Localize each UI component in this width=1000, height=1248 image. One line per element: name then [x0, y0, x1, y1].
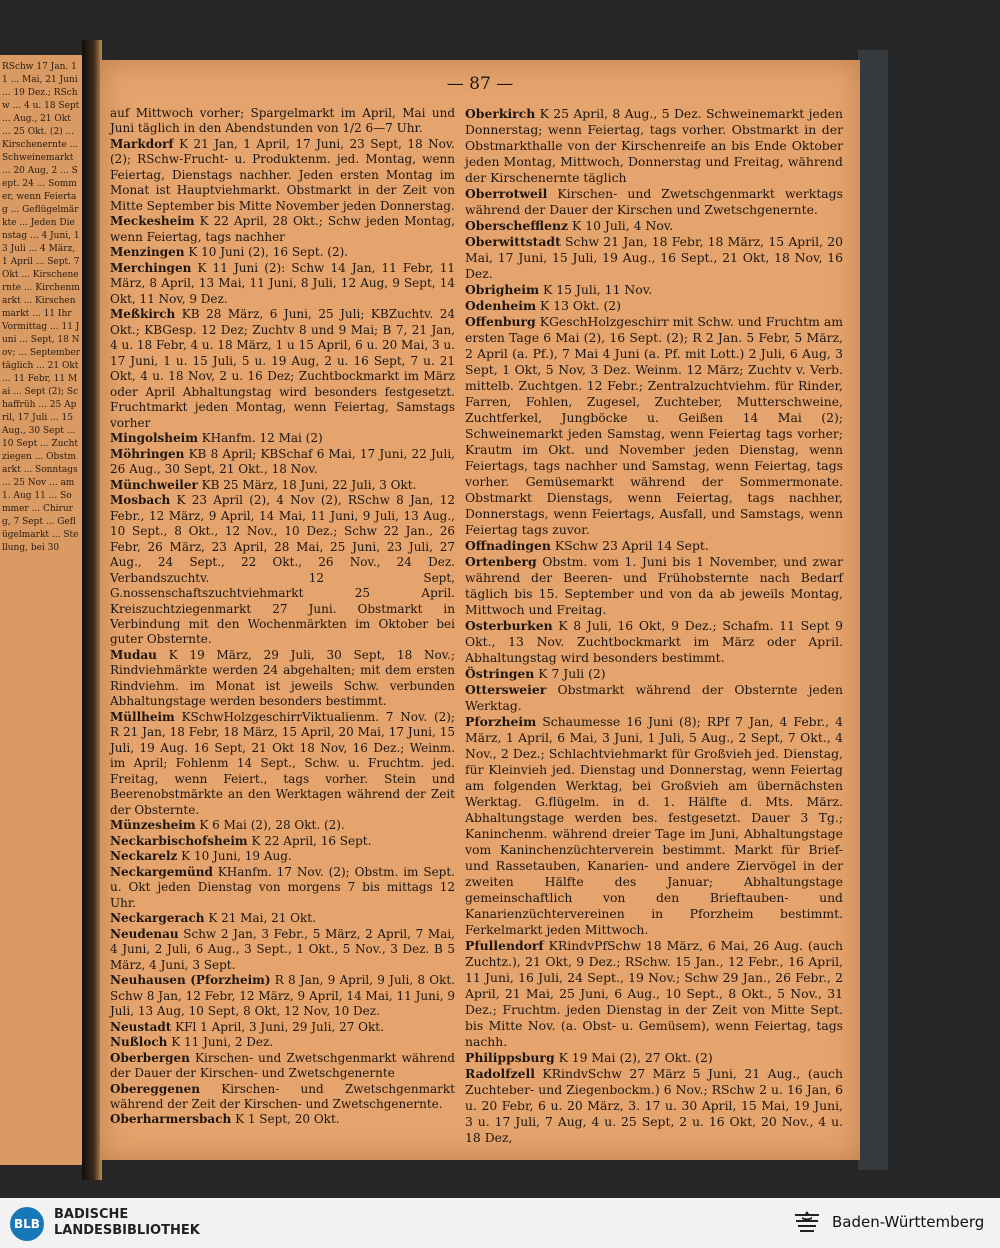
entry-text: Schw 21 Jan, 18 Febr, 18 März, 15 April, 20 Mai, 17 Juni, 15 Juli, 19 Aug., 16 Sept., 21 Okt, 18 Nov, 16 Dez.	[465, 234, 843, 281]
entry	[110, 927, 455, 973]
entry-place: Neckargemünd	[110, 864, 213, 879]
entry-place: Oberrotweil	[465, 186, 548, 201]
entry-text: Obstmarkt während der Obsternte jeden Werktag.	[465, 682, 843, 713]
entry	[110, 973, 455, 1019]
entry-place: Neustadt	[110, 1019, 172, 1034]
entry-text: K 1 Sept, 20 Okt.	[235, 1112, 340, 1127]
entry-text: Schw 2 Jan, 3 Febr., 5 März, 2 April, 7 Mai, 4 Juni, 2 Juli, 6 Aug., 3 Sept., 1 Okt., 5 Nov., 3 Dez. B 5 März, 4 Juni, 3 Sept.	[110, 926, 455, 972]
entry-place: Radolfzell	[465, 1066, 535, 1081]
entry	[465, 298, 843, 314]
entry	[110, 1051, 455, 1082]
entry-place: Pfullendorf	[465, 938, 544, 953]
blb-logo-text[interactable]	[54, 1207, 200, 1239]
entry	[465, 682, 843, 714]
entry	[110, 307, 455, 431]
entry-text: KB 8 April; KBSchaf 6 Mai, 17 Juni, 22 Juli, 26 Aug., 30 Sept, 21 Okt., 18 Nov.	[110, 446, 455, 477]
entry-text: K 22 April, 16 Sept.	[251, 833, 372, 848]
entry-place: Neckargerach	[110, 911, 205, 926]
entry-place: Ottersweier	[465, 682, 547, 697]
entry-text: K 19 März, 29 Juli, 30 Sept, 18 Nov.; Rindviehmärkte werden 24 abgehalten; mit dem ersten Rindviehm. im Monat ist jeweils Schw. verbunden Abhaltungstage werden besonders bestimmt.	[110, 647, 455, 709]
entry	[465, 218, 843, 234]
entry	[465, 282, 843, 298]
entry	[465, 186, 843, 218]
entry-text: K 22 April, 28 Okt.; Schw jeden Montag, wenn Feiertag, tags nachher	[110, 214, 455, 244]
entry	[465, 538, 843, 554]
entry	[110, 818, 455, 833]
entry-text: R 8 Jan, 9 April, 9 Juli, 8 Okt. Schw 8 Jan, 12 Febr, 12 März, 9 April, 14 Mai, 11 Juni, 9 Juli, 13 Aug, 10 Sept, 8 Okt, 12 Nov, 10 Dez.	[110, 973, 455, 1019]
entry-text: K 10 Juni (2), 16 Sept. (2).	[188, 245, 349, 260]
right-cover-edge	[858, 50, 888, 1170]
entry	[110, 1035, 455, 1050]
entry	[110, 106, 455, 137]
entry	[110, 431, 455, 446]
entry-text: KSchwHolzgeschirrViktualienm. 7 Nov. (2); R 21 Jan, 18 Febr, 18 März, 15 April, 20 Mai, 17 Juni, 15 Juli, 19 Aug. 16 Sept, 21 Okt 18 Nov, 16 Dez.; Weinm. im April; Fohlenm 14 Sept., Schw. u. Fruchtm. jed. Freitag, wenn Feiert., tags vorher. Stein und Beerenobstmärkte an den Werktagen während der Zeit der Obsternte.	[110, 709, 455, 817]
entry-place: Nußloch	[110, 1035, 168, 1050]
entry-place: Neckarelz	[110, 849, 178, 864]
entry-place: Müllheim	[110, 709, 175, 724]
entry-place: Offnadingen	[465, 538, 551, 553]
entry	[110, 245, 455, 260]
entry-place: Merchingen	[110, 260, 192, 275]
bw-label[interactable]: Baden-Württemberg	[832, 1213, 985, 1231]
book-page	[100, 60, 860, 1160]
entry-place: Oberharmersbach	[110, 1112, 232, 1127]
footer-bar	[0, 1198, 1000, 1248]
entry-text: K 10 Juli, 4 Nov.	[572, 218, 674, 233]
entry-text: K 7 Juli (2)	[538, 666, 606, 681]
entry-text: KFl 1 April, 3 Juni, 29 Juli, 27 Okt.	[175, 1019, 384, 1034]
entry	[465, 1050, 843, 1066]
entry-place: Markdorf	[110, 136, 174, 151]
entry	[110, 1020, 455, 1035]
entry	[465, 234, 843, 282]
entry-text: KHanfm. 17 Nov. (2); Obstm. im Sept. u. Okt jeden Dienstag von morgens 7 bis mittags 12 Uhr.	[110, 864, 455, 910]
left-page-fragment: RSchw 17 Jan. 11 ... Mai, 21 Juni ... 19 Dez.; RSchw ... 4 u. 18 Sept ... Aug., 21 Okt ... 25 Okt. (2) ... Kirschenernte ... Schweinemarkt ... 20 Aug, 2 ... Sept. 24 ... Sommer, wenn Feiertag ... Geflügelmärkte ... Jeden Dienstag ... 4 Juni, 13 Juli ... 4 März, 1 April ... Sept. 7 Okt ... Kirschenernte ... Kirchenmarkt ... Kirschenmarkt ... 11 Ihr Vormittag ... 11 Juni ... Sept, 18 Nov; ... September täglich ... 21 Okt ... 11 Febr, 11 Mai ... Sept (2); Schaffrüh ... 25 April, 17 Juli ... 15 Aug., 30 Sept ... 10 Sept ... Zuchtziegen ... Obstmarkt ... Sonntags ... 25 Nov ... am 1. Aug 11 ... Sommer ... Chirurg, 7 Sept ... Geflügelmarkt ... Stellung, bei 30	[2, 62, 80, 553]
entry-place: Oberwittstadt	[465, 234, 561, 249]
entry	[110, 849, 455, 864]
entry-place: Meßkirch	[110, 307, 176, 322]
entry	[110, 214, 455, 245]
entry-place: Obrigheim	[465, 282, 540, 297]
entry	[110, 865, 455, 911]
entry-place: Mingolsheim	[110, 431, 198, 446]
entry-text: Kirschen- und Zwetschgenmarkt während der Zeit der Kirschen- und Zwetschgenernte.	[110, 1081, 455, 1111]
entry-place: Oberschefflenz	[465, 218, 569, 233]
entry	[110, 911, 455, 926]
entry-place: Philippsburg	[465, 1050, 555, 1065]
book-spine	[82, 40, 102, 1180]
entry	[110, 834, 455, 849]
entry-place: Möhringen	[110, 446, 185, 461]
entry	[110, 1082, 455, 1113]
entry	[465, 1066, 843, 1146]
entry-place: Odenheim	[465, 298, 537, 313]
entry	[110, 710, 455, 818]
entry-text: KRindvPfSchw 18 März, 6 Mai, 26 Aug. (auch Zuchtz.), 21 Okt, 9 Dez.; RSchw. 15 Jan., 12 Febr., 16 April, 11 Juni, 16 Juli, 24 Sept., 19 Nov.; Schw 29 Jan., 26 Febr., 2 April, 21 Mai, 25 Juni, 6 Aug., 10 Sept., 8 Okt., 5 Nov., 31 Dez.; Fruchtm. jeden Dienstag in der Zeit von Mitte Sept. bis Mitte Nov. (a. Obst- u. Gemüsem), wenn Feiertag, tags nachh.	[465, 938, 843, 1049]
entry	[465, 938, 843, 1050]
entry-text: K 10 Juni, 19 Aug.	[181, 849, 292, 864]
entry-text: KHanfm. 12 Mai (2)	[201, 431, 323, 446]
entry-text: KB 25 März, 18 Juni, 22 Juli, 3 Okt.	[201, 477, 417, 492]
entry-place: Mudau	[110, 647, 157, 662]
entry-place: Pforzheim	[465, 714, 537, 729]
entry-text: K 23 April (2), 4 Nov (2), RSchw 8 Jan, 12 Febr., 12 März, 9 April, 14 Mai, 11 Juni, 9 Juli, 13 Aug., 10 Sept., 8 Okt., 12 Nov., 10 Dez.; Schw 22 Jan., 26 Febr, 26 März, 23 April, 28 Mai, 25 Juni, 23 Juli, 27 Aug., 24 Sept., 22 Okt., 26 Nov., 24 Dez. Verbandszuchtv. 12 Sept, G.nossenschaftszuchtviehmarkt 25 April. Kreiszuchtziegenmarkt 27 Juni. Obstmarkt in Verbindung mit den Wochenmärkten im Oktober bei guter Obsternte.	[110, 493, 455, 647]
entry-place: Obereggenen	[110, 1081, 200, 1096]
entry-place: Neckarbischofsheim	[110, 833, 248, 848]
entry	[465, 314, 843, 538]
entry	[110, 493, 455, 648]
entry-place: Östringen	[465, 666, 535, 681]
entry-place: Oberkirch	[465, 106, 536, 121]
entry-text: K 13 Okt. (2)	[540, 298, 621, 313]
entry-text: K 11 Juni (2): Schw 14 Jan, 11 Febr, 11 März, 8 April, 13 Mai, 11 Juni, 8 Juli, 12 Aug, 9 Sept, 14 Okt, 11 Nov, 9 Dez.	[110, 260, 455, 306]
entry-place: Osterburken	[465, 618, 553, 633]
blb-line1: BADISCHE	[54, 1207, 129, 1222]
entry	[465, 618, 843, 666]
entry-place: Münzesheim	[110, 818, 196, 833]
entry	[110, 478, 455, 493]
blb-logo-icon[interactable]: BLB	[10, 1207, 44, 1241]
entry-text: Kirschen- und Zwetschgenmarkt während der Dauer der Kirschen- und Zwetschgenernte	[110, 1050, 455, 1081]
left-column	[110, 106, 455, 1128]
entry-text: KSchw 23 April 14 Sept.	[554, 538, 709, 553]
bw-lions-icon[interactable]	[792, 1208, 822, 1238]
entry-place: Mosbach	[110, 493, 171, 508]
entry	[110, 261, 455, 307]
entry-place: Offenburg	[465, 314, 536, 329]
entry	[110, 1112, 455, 1127]
entry-text: K 21 Jan, 1 April, 17 Juni, 23 Sept, 18 Nov. (2); RSchw-Frucht- u. Produktenm. jed. Montag, wenn Feiertag, Dienstags nachher. Jeden ersten Montag im Monat ist Hauptviehmarkt. Obstmarkt in der Zeit von Mitte September bis Mitte November jeden Donnerstag.	[110, 136, 455, 213]
entry-place: Menzingen	[110, 245, 185, 260]
entry	[465, 714, 843, 938]
right-column	[465, 106, 843, 1146]
entry-text: K 19 Mai (2), 27 Okt. (2)	[558, 1050, 713, 1065]
entry-text: K 21 Mai, 21 Okt.	[208, 911, 316, 926]
entry	[465, 666, 843, 682]
entry-text: K 25 April, 8 Aug., 5 Dez. Schweinemarkt jeden Donnerstag; wenn Feiertag, tags vorher. Obstmarkt in der Obstmarkthalle von der Kirschenreife an bis Ende Oktober jeden Montag, Mittwoch, Donnerstag und Freitag, während der Kirschenernte täglich	[465, 106, 843, 185]
entry-text: KB 28 März, 6 Juni, 25 Juli; KBZuchtv. 24 Okt.; KBGesp. 12 Dez; Zuchtv 8 und 9 Mai; B 7, 21 Jan, 4 u. 18 Febr, 4 u. 18 März, 1 u 15 April, 6 u. 20 Mai, 3 u. 17 Juni, 1 u. 15 Juli, 5 u. 19 Aug, 2 u. 16 Sept, 7 u. 21 Okt, 4 u. 18 Nov, 2 u. 16 Dez; Zuchtbockmarkt im März oder April Abhaltungstag wird besonders festgesetzt. Fruchtmarkt jeden Montag, wenn Feiertag, Samstags vorher	[110, 307, 455, 430]
entry-text: Obstm. vom 1. Juni bis 1 November, und zwar während der Beeren- und Frühobsternte nach Bedarf täglich bis 15. September und von da ab jeweils Montag, Mittwoch und Freitag.	[465, 554, 843, 617]
entry-text: K 6 Mai (2), 28 Okt. (2).	[199, 818, 345, 833]
entry-place: Oberbergen	[110, 1050, 190, 1065]
entry-text: Schaumesse 16 Juni (8); RPf 7 Jan, 4 Febr., 4 März, 1 April, 6 Mai, 3 Juni, 1 Juli, 5 Aug., 2 Sept, 7 Okt., 4 Nov., 2 Dez.; Schlachtviehmarkt für Großvieh jed. Dienstag, für Kleinvieh jed. Dienstag und Donnerstag, wenn Feiertag am folgenden Werktag, bei Großvieh am übernächsten Werktag. G.flügelm. in d. 1. Hälfte d. Mts. März. Abhaltungstage werden bes. festgesetzt. Dauer 3 Tg.; Kaninchenm. während dreier Tage im Juni, Abhaltungstage vom Kaninchenzüchterverein bestimmt. Markt für Brief- und Rassetauben, Kanarien- und andere Ziervögel in der zweiten Hälfte des Januar; Abhaltungstage gemeinschaftlich von den Brieftauben- und Kanarienzüchtervereinen in Pforzheim bestimmt. Ferkelmarkt jeden Mittwoch.	[465, 714, 843, 937]
entry	[110, 137, 455, 214]
left-page-edge	[0, 55, 88, 1165]
entry-place: Meckesheim	[110, 214, 195, 229]
entry-text: auf Mittwoch vorher; Spargelmarkt im April, Mai und Juni täglich in den Abendstunden von 1/2 6—7 Uhr.	[110, 106, 455, 136]
page-number: — 87 —	[446, 74, 514, 94]
entry-text: K 8 Juli, 16 Okt, 9 Dez.; Schafm. 11 Sept 9 Okt., 13 Nov. Zuchtbockmarkt im März oder April. Abhaltungstag wird besonders bestimmt.	[465, 618, 843, 665]
entry-text: KRindvSchw 27 März 5 Juni, 21 Aug., (auch Zuchteber- und Ziegenbockm.) 6 Nov.; RSchw 2 u. 16 Jan, 6 u. 20 Febr, 6 u. 20 März, 3. 17 u. 30 April, 15 Mai, 19 Juni, 3 u. 17 Juli, 7 Aug, 4 u. 25 Sept, 2 u. 16 Okt, 20 Nov., 4 u. 18 Dez,	[465, 1066, 843, 1145]
entry	[110, 447, 455, 478]
entry-place: Neudenau	[110, 926, 179, 941]
entry-text: K 15 Juli, 11 Nov.	[543, 282, 653, 297]
entry	[465, 106, 843, 186]
entry-text: K 11 Juni, 2 Dez.	[171, 1035, 274, 1050]
blb-line2: LANDESBIBLIOTHEK	[54, 1223, 200, 1238]
entry-place: Ortenberg	[465, 554, 537, 569]
entry	[465, 554, 843, 618]
entry	[110, 648, 455, 710]
entry-place: Neuhausen (Pforzheim)	[110, 973, 271, 988]
entry-text: KGeschHolzgeschirr mit Schw. und Fruchtm am ersten Tage 6 Mai (2), 16 Sept. (2); R 2 Jan. 5 Febr, 5 März, 2 April (a. Pf.), 7 Mai 4 Juni (a. Pf. mit Lott.) 2 Juli, 6 Aug, 3 Sept, 1 Okt, 5 Nov, 3 Dez. Weinm. 12 März; Zuchtv v. Verb. mittelb. Zuchtgen. 12 Febr.; Zentralzuchtviehm. für Rinder, Farren, Fohlen, Zugesel, Zuchteber, Mutterschweine, Zuchtferkel, Jungböcke u. Geißen 14 Mai (2); Schweinemarkt jeden Samstag, wenn Feiertag tags vorher; Krautm im Okt. und November jeden Dienstag, wenn Feiertags, tags nachher und Samstag, wenn Feiertag, tags vorher. Gemüsemarkt während der Sommermonate. Obstmarkt Dienstags, wenn Feiertag, tags nachher, Donnerstags, wenn Feiertags, Ausfall, und Samstags, wenn Feiertag tags zuvor.	[465, 314, 843, 537]
entry-place: Münchweiler	[110, 477, 198, 492]
entry-text: Kirschen- und Zwetschgenmarkt werktags während der Dauer der Kirschen und Zwetschgenernte.	[465, 186, 843, 217]
